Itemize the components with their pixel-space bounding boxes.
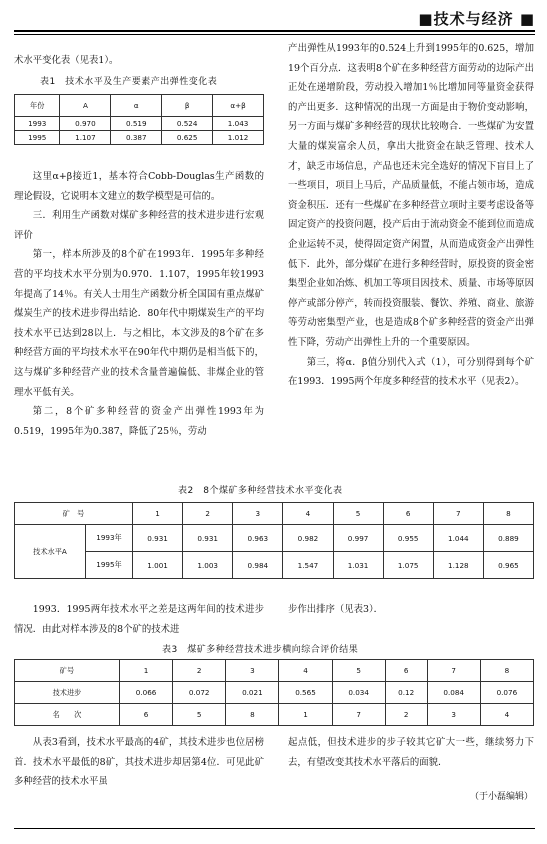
header-cell: 矿号 <box>15 660 120 682</box>
header-cell: 3 <box>233 503 283 525</box>
table-row <box>15 552 534 579</box>
table1-caption: 表1 技术水平及生产要素产出弹性变化表 <box>40 77 218 87</box>
header-cell: 年份 <box>15 95 60 117</box>
header-cell: 5 <box>333 503 383 525</box>
bottom-right-text <box>288 733 534 772</box>
table3-caption: 表3 煤矿多种经营技术进步横向综合评价结果 <box>162 645 359 655</box>
header-cell: 7 <box>433 503 483 525</box>
header-cell: 7 <box>427 660 480 682</box>
header-cell: α <box>111 95 162 117</box>
year-cell: 1995年 <box>86 552 133 579</box>
header-cell: 8 <box>483 503 533 525</box>
paragraph: 第三，将α．β值分别代入式（1），可分别得到每个矿在1993．1995两个年度多种经营的技术水平（见表2）。 <box>288 356 534 388</box>
header-cell: A <box>60 95 111 117</box>
table2-caption: 表2 8个煤矿多种经营技术水平变化表 <box>178 486 343 496</box>
header-cell: 矿 号 <box>15 503 133 525</box>
cell: 1 <box>279 704 332 726</box>
cell: 1.075 <box>383 552 433 579</box>
header-cell: β <box>162 95 213 117</box>
table-header-row <box>15 95 264 117</box>
header-cell: 6 <box>385 660 427 682</box>
cell: 1.044 <box>433 525 483 552</box>
cell: 0.963 <box>233 525 283 552</box>
cell: 3 <box>427 704 480 726</box>
paragraph: 起点低，但技术进步的步子较其它矿大一些，继续努力下去，有望改变其技术水平落后的面貌． <box>288 737 534 768</box>
right-column-body <box>288 39 534 392</box>
table1 <box>14 94 264 145</box>
mid-left-text <box>14 600 264 639</box>
cell: 1.128 <box>433 552 483 579</box>
cell: 5 <box>173 704 226 726</box>
editor-credit: （于小磊编辑） <box>469 792 533 802</box>
header-cell: 4 <box>279 660 332 682</box>
paragraph: 产出弹性从1993年的0.524上升到1995年的0.625，增加19个百分点．这表明8个矿在多种经营方面劳动的边际产出正处在递增阶段，劳动投入增加1％比增加同等量资金获得的产出更多．这种情况的出现一方面是由于物价变动影响，另一方面与煤矿多种经营的现状比较吻合．一些煤矿为安置大量的煤炭富余人员，拿出大批资金在缺乏管理、技术人才，缺乏市场信息，产品也还未完全选好的情况下盲目上了一些项目，项目上马后，产品质量低，不能占领市场，造成资金积压．还有一些煤矿在多种经营立项时主要考虑设备等固定资产的投资问题，投产后由于流动资金不能到位而造成企业运转不灵，使得固定资产闲置，从而造成资金产出弹性低下．此外，部分煤矿在进行多种经营时，原投资的资金密集型企业如冶炼、机加工等项目因技术、质量、市场等原因停产或部分停产，转而投资服装、餐饮、养殖、商业、旅游等劳动密集型产业，也是造成8个矿多种经营的资金产出弹性下降，劳动产出弹性上升的一个重要原因。 <box>288 43 534 348</box>
cell: 1.003 <box>183 552 233 579</box>
cell: 0.970 <box>60 117 111 131</box>
table-row <box>15 131 264 145</box>
cell: 1.107 <box>60 131 111 145</box>
header-cell: 2 <box>173 660 226 682</box>
year-cell: 1993年 <box>86 525 133 552</box>
cell: 4 <box>480 704 533 726</box>
cell: 1.547 <box>283 552 333 579</box>
cell: 2 <box>385 704 427 726</box>
header-cell: 4 <box>283 503 333 525</box>
cell: 1995 <box>15 131 60 145</box>
cell: 0.965 <box>483 552 533 579</box>
cell: 0.997 <box>333 525 383 552</box>
cell: 0.076 <box>480 682 533 704</box>
footer-rule <box>14 828 535 829</box>
header-cell: 1 <box>133 503 183 525</box>
cell: 0.955 <box>383 525 433 552</box>
cell: 0.984 <box>233 552 283 579</box>
cell: 1.043 <box>213 117 264 131</box>
paragraph: 从表3看到，技术水平最高的4矿，其技术进步也位居榜首．技术水平最低的8矿，其技术进步却居第4位．可见此矿多种经营的技术水平虽 <box>14 737 264 788</box>
header-cell: 5 <box>332 660 385 682</box>
header-cell: 8 <box>480 660 533 682</box>
mid-right-text <box>288 600 534 620</box>
bottom-left-text <box>14 733 264 792</box>
table-header-row <box>15 660 534 682</box>
cell: 1.031 <box>333 552 383 579</box>
cell: 0.034 <box>332 682 385 704</box>
header-cell: 1 <box>120 660 173 682</box>
cell: 0.519 <box>111 117 162 131</box>
table-header-row <box>15 503 534 525</box>
cell: 7 <box>332 704 385 726</box>
cell: 0.982 <box>283 525 333 552</box>
cell: 0.072 <box>173 682 226 704</box>
header-cell: 6 <box>383 503 433 525</box>
row-label: 技术水平A <box>15 525 86 579</box>
section-title: ■技术与经济 ■ <box>418 10 535 28</box>
table-row <box>15 117 264 131</box>
paragraph: 这里α+β接近1，基本符合Cobb-Douglas生产函数的理论假设，它说明本文建立的数学模型是可信的。 <box>14 171 264 202</box>
section-heading: 三．利用生产函数对煤矿多种经营的技术进步进行宏观评价 <box>14 210 264 241</box>
paragraph: 第二，8个矿多种经营的资金产出弹性1993年为0.519，1995年为0.387，降低了25％，劳动 <box>14 406 264 437</box>
table-row <box>15 704 534 726</box>
row-label: 技术进步 <box>15 682 120 704</box>
cell: 1.001 <box>133 552 183 579</box>
table3 <box>14 659 534 726</box>
table-row <box>15 525 534 552</box>
cell: 1.012 <box>213 131 264 145</box>
cell: 0.066 <box>120 682 173 704</box>
row-label: 名 次 <box>15 704 120 726</box>
table-row <box>15 682 534 704</box>
cell: 0.524 <box>162 117 213 131</box>
cell: 0.084 <box>427 682 480 704</box>
cell: 6 <box>120 704 173 726</box>
cell: 0.931 <box>183 525 233 552</box>
left-column-body <box>14 167 264 441</box>
cell: 0.625 <box>162 131 213 145</box>
cell: 0.387 <box>111 131 162 145</box>
paragraph: 步作出排序（见表3）． <box>288 604 384 615</box>
header-rule <box>14 30 535 35</box>
table2 <box>14 502 534 579</box>
cell: 1993 <box>15 117 60 131</box>
header-cell: 3 <box>226 660 279 682</box>
cell: 0.889 <box>483 525 533 552</box>
left-column-intro <box>14 51 264 71</box>
cell: 0.565 <box>279 682 332 704</box>
cell: 0.931 <box>133 525 183 552</box>
paragraph: 1993．1995两年技术水平之差是这两年间的技术进步情况．由此对样本涉及的8个矿的技术进 <box>14 604 264 635</box>
page-header <box>14 8 535 30</box>
cell: 0.12 <box>385 682 427 704</box>
cell: 0.021 <box>226 682 279 704</box>
header-cell: α+β <box>213 95 264 117</box>
cell: 8 <box>226 704 279 726</box>
text-line: 术水平变化表（见表1）。 <box>14 55 119 66</box>
header-cell: 2 <box>183 503 233 525</box>
paragraph: 第一，样本所涉及的8个矿在1993年．1995年多种经营的平均技术水平分别为0.970．1.107，1995年较1993年提高了14％。有关人士用生产函数分析全国国有重点煤矿煤炭生产的技术进步得出结论．80年代中期煤炭生产的平均技术水平已达到28以上．与之相比，本文涉及的8个矿在多种经营方面的平均技术水平在90年代中期仍是相当低下的，这与煤矿多种经营产业的技术含量普遍偏低、非煤企业的管理水平低有关。 <box>14 249 264 398</box>
